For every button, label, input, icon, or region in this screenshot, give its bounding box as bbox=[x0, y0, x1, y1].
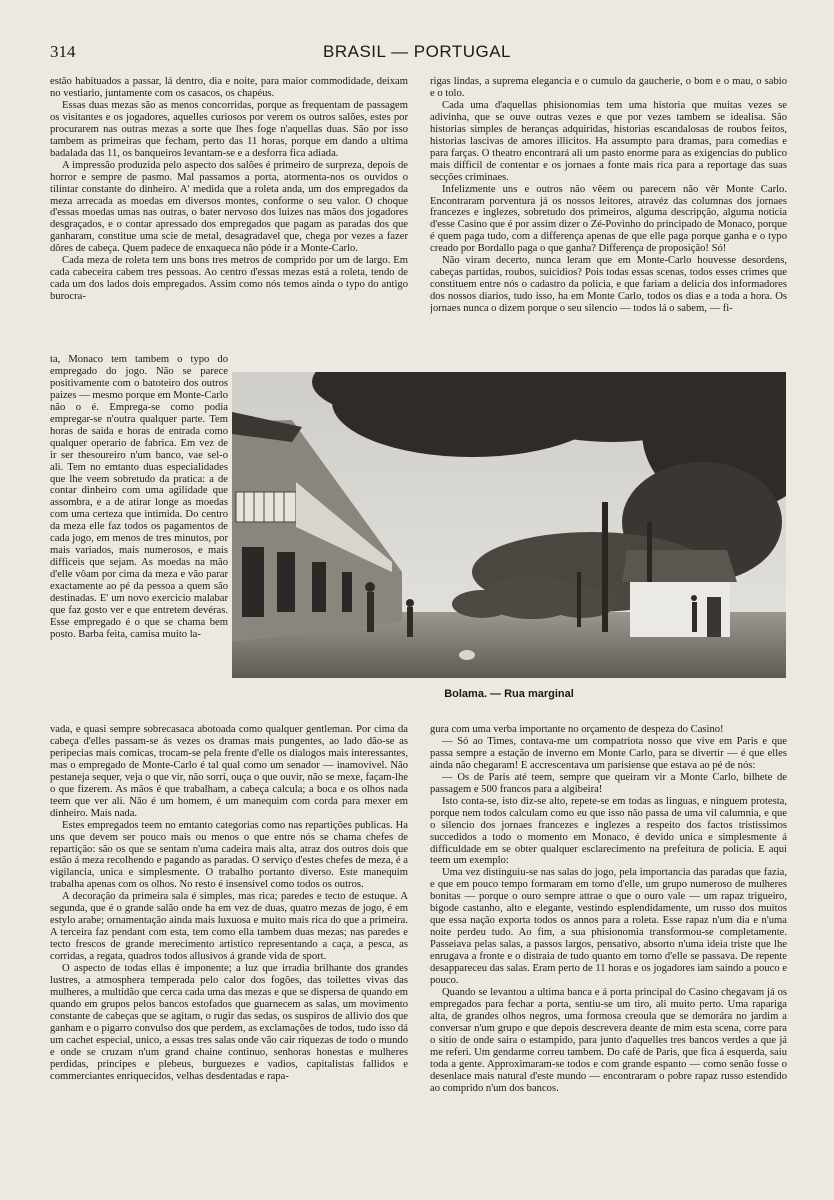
paragraph: gura com uma verba importante no orçamento de despeza do Casino! bbox=[430, 724, 724, 735]
paragraph: Estes empregados teem no emtanto categorias como nas repartições publicas. Ha uns que devem ser pouco mais ou menos o que entre nós se chama chefes de repartição: são os que se sentam n'uma cadeira mais alta, atraz dos outros dois que estão á meza recolhendo e pagando as paradas. O serviço d'estes chefes de meza, é a vigilancia, unica e simplesmente. O trabalho portanto diverso. Este manequim trabalha apenas com os olhos. No resto é insensivel como todos os outros. bbox=[50, 819, 408, 891]
column-left-bottom bbox=[50, 724, 408, 1176]
street-photo bbox=[232, 372, 786, 678]
page-number: 314 bbox=[50, 42, 76, 61]
paragraph: Essas duas mezas são as menos concorridas, porque as frequentam de passagem os visitantes e os jogadores, aquelles curiosos por verem os outros salões, estes por procurarem nas outras mezas a sorte que lhes foge n'aquellas duas. São por isso tambem as primeiras que fecham, perto das 11 horas, porque em dando a ultima badalada das 11, os banqueiros levantam-se e a desforra fica adiada. bbox=[50, 99, 408, 159]
paragraph: — Os de Paris até teem, sempre que queiram vir a Monte Carlo, bilhete de passagem e 500 francos para a algibeira! bbox=[430, 771, 787, 795]
paragraph: vada, e quasi sempre sobrecasaca abotoada como qualquer gentleman. Por cima da cabeça d'elles passam-se ás vezes os dramas mais pungentes, ao lado dão-se as peripecias mais comicas, trocam-se pela frente d'elle os dialogos mais interessantes, mas o empregado de Monte-Carlo é tal qual como um senador — inamovivel. Não pestaneja sequer, veja o que vir, não sorri, ouça o que ouvir, não se mexe, façam-lhe o que fizerem. As mãos é que trabalham, a cabeça calcula; a boca e os olhos nada teem que ver ali. Não é um homem, é um manequim com corda para mexer em dinheiro. Mais nada. bbox=[50, 724, 408, 819]
page-title: BRASIL — PORTUGAL bbox=[323, 42, 511, 61]
paragraph: Quando se levantou a ultima banca e á porta principal do Casino chegavam já os empregados para fechar a porta, sentiu-se um tiro, ali muito perto. Uma rapariga alta, de grandes olhos negros, uma formosa creoula que se demorára no jardim a conversar n'um grupo e que depois descrevera deante de mim esta scena, corre para o sitio de onde saira o estampido, para junto d'aquelles tres bancos verdes a que já me referi. Um gendarme correu tambem. Do café de Paris, que fica á esquerda, saiu toda a gente. Approximaram-se todos e com grande espanto — como senão fosse o desenlace mais natural d'este mundo — encontraram o pobre rapaz russo estendido ao comprido n'um dos bancos. bbox=[430, 986, 787, 1094]
paragraph: Cada meza de roleta tem uns bons tres metros de comprido por um de largo. Em cada cabeceira cabem tres pessoas. Ao centro d'essas mezas está a roleta, tendo de cada um dos lados dois empregados. Assim como nós temos ainda o typo do antigo burocra- bbox=[50, 255, 408, 303]
paragraph: Não viram decerto, nunca leram que em Monte-Carlo houvesse desordens, cabeças partidas, roubos, suicidios? Pois todas essas scenas, todos esses crimes que constituem entre nós o cadastro da policia, e que fariam a delicia dos informadores dos nossos diarios, tudo isso, ha em Monte Carlo, todos os dias e a toda a hora. Os jornaes nunca o dizem porque o seu silencio — todos lá o sabem, — fi- bbox=[430, 255, 787, 315]
paragraph: Infelizmente uns e outros não vêem ou parecem não vêr Monte Carlo. Encontraram porventura já os nossos leitores, atravéz das columnas dos jornaes francezes e inglezes, sobretudo dos primeiros, alguma descripção, alguma noticia d'esse Casino que é por assim dizer o Zé-Povinho do principado de Monaco, porque é quem paga tudo, com a differença apenas de que elle paga porque ganha e o typo creado por Bordallo paga o que ganha? Differença de proposição! Só! bbox=[430, 183, 787, 255]
small-house bbox=[622, 550, 737, 637]
paragraph: Cada uma d'aquellas phisionomias tem uma historia que muitas vezes se adivinha, que se ouve outras vezes e que por vezes tambem se idealisa. São historias simples de heranças adquiridas, historias escandalosas de roubos feitos, historias lascivas de amores illicitos. Ha assumpto para dramas, para comedias e para farças. O theatro encontrará ali um pasto enorme para as exigencias do publico mais difficil de contentar e os jornaes a fonte mais rica para a reportage das suas secções criminaes. bbox=[430, 99, 787, 183]
paragraph: estão habituados a passar, lá dentro, dia e noite, para maior commodidade, deixam no vestiario, juntamente com os casacos, os chapéus. bbox=[50, 76, 408, 99]
photo-caption: Bolama. — Rua marginal bbox=[444, 688, 574, 700]
paragraph: A decoração da primeira sala é simples, mas rica; paredes e tecto de estuque. A segunda, que é o grande salão onde ha em vez de duas, quatro mezas de jogo, é em estylo arabe; ornamentação ainda mais luxuosa e muito mais rica do que a primeira. A terceira faz pendant com esta, tem como ella tambem duas mezas; nas paredes e tecto frescos de grande merecimento artistico representando a caça, a pesca, as corridas, a regata, quadros todos allusivos á grande vida de sport. bbox=[50, 891, 408, 963]
column-narrow bbox=[50, 354, 228, 724]
page-header bbox=[50, 40, 784, 66]
paragraph: O aspecto de todas ellas é imponente; a luz que irradia brilhante dos grandes lustres, a atmosphera temperada pelo calor dos fogões, das toilettes vivas das mulheres, a multidão que cerca cada uma das mezas e que se dispersa de quando em quando em grupos pelos bancos estofados que guarnecem as salas, um movimento constante de cabeças que se agitam, o rugir das sedas, os suspiros de allivio dos que ganham e o pigarro convulso dos que perdem, as exclamações de todos, tudo isso dá um cachet especial, unico, a essas tres salas onde vão cair riquezas de todo o mundo e onde se cruzam n'um grand chaine continuo, senhoras honestas e mulheres perdidas, principes e plebeus, burguezes e vadios, capitalistas fallidos e commerciantes enriquecidos, velhas desdentadas e rapa- bbox=[50, 963, 408, 1082]
paragraph: Isto conta-se, isto diz-se alto, repete-se em todas as linguas, e ninguem protesta, porque nem todos calculam como eu que isso não passa de uma vil calumnia, e que o silencio dos jornaes francezes e inglezes a respeito dos factos tristissimos succedidos a todo o momento em Monaco, é devido unica e simplesmente á difficuldade em se obter qualquer esclarecimento na prefeitura de policia. E aqui teem um exemplo: bbox=[430, 795, 787, 867]
paragraph: A impressão produzida pelo aspecto dos salões é primeiro de surpreza, depois de horror e sempre de pasmo. Mal passamos a porta, atormenta-nos os ouvidos o tilintar constante do dinheiro. A' medida que a roleta anda, um dos empregados da meza arrecada as moedas em diversos montes, conforme o seu valor. O choque d'essas moedas umas nas outras, o bater nervoso dos luizes nas mãos dos jogadores desgraçados, e o contar apressado dos empregados que pagam as paradas dos que ganharam, constitue uma scie de metal, desagradavel que, chega por vezes a fazer dôres de cabeça. Quem padece de enxaqueca não póde ir a Monte-Carlo. bbox=[50, 159, 408, 255]
paragraph: ta, Monaco tem tambem o typo do empregado do jogo. Não se parece positivamente com o batoteiro dos outros paizes — mesmo porque em Monte-Carlo não o é. Emprega-se como podia empregar-se n'outra qualquer parte. Tem horas de saida e horas de entrada como qualquer operario de fabrica. Em vez de ir ser thesoureiro n'um banco, vae sel-o ali. Tem no emtanto duas especialidades que lhe veem sobretudo da pratica: a de contar dinheiro com uma agilidade que assombra, e a de atirar longe as moedas com uma certeza que intimida. Do centro da meza elle faz todos os pagamentos de cada jogo, em menos de tres minutos, por mais variados, mais numerosos, e mais difficeis que sejam. As moedas na mão d'elle vôam por cima da meza e vão parar exactamente ao pé da pessoa a quem são destinadas. E' um novo exercicio malabar que faz gosto ver e que entretem devéras. Esse empregado é o que se chama bem posto. Barba feita, camisa muito la- bbox=[50, 354, 228, 640]
paragraph: rigas lindas, a suprema elegancia e o cumulo da gaucherie, o bom e o mau, o sabio e o tolo. bbox=[430, 76, 787, 99]
column-right-bottom bbox=[430, 724, 787, 1176]
paragraph: Uma vez distinguiu-se nas salas do jogo, pela importancia das paradas que fazia, e que em pouco tempo formaram em torno d'elle, um grupo numeroso de mulheres bonitas — porque o ouro sempre attrae o que o ouro vale — um rapaz trigueiro, bigode castanho, alto e elegante, vestindo esplendidamente, um russo dos muitos que essa nação exporta todos os annos para a roleta. Esse rapaz n'um dia e n'uma noite perdeu tudo. Ao fim, a sua phisionomia transformou-se completamente. Passeiava pelas salas, a passos largos, pensativo, absorto n'uma ideia triste que lhe enrugava a fronte e o distraia de tudo quanto em torno d'elle se passava. De repente desappareceu das salas. Eram perto de 11 horas e os jogadores iam saindo a pouco e pouco. bbox=[430, 867, 787, 987]
paragraph: — Só ao Times, contava-me um compatriota nosso que vive em Paris e que passa sempre a estação de inverno em Monte Carlo, para se divertir — é que elles ainda não chegaram! E accrescentava um parisiense que estava ao pé de nós: bbox=[430, 735, 787, 771]
column-right-top bbox=[430, 76, 787, 354]
column-left-top bbox=[50, 76, 408, 354]
